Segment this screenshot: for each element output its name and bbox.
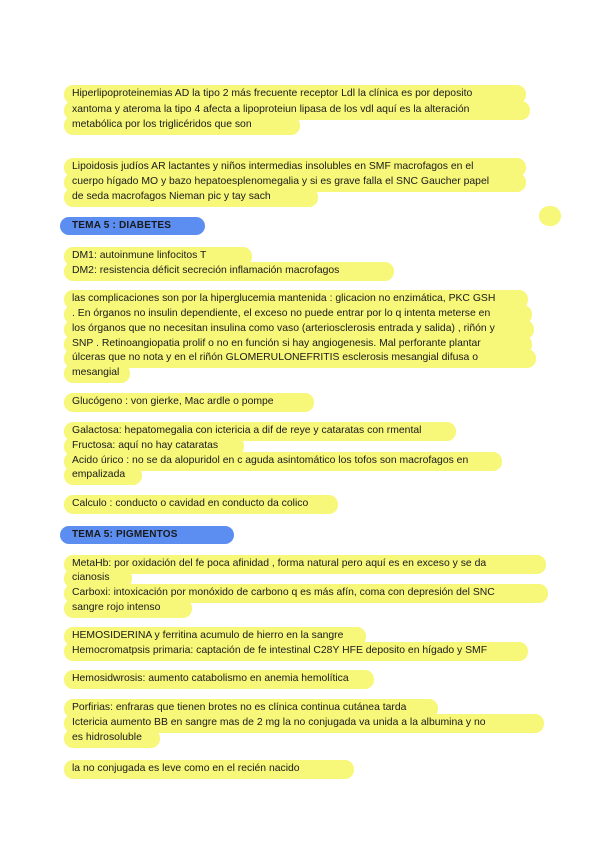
text-line: sangre rojo intenso: [72, 602, 161, 613]
text-line: empalizada: [72, 469, 126, 480]
text-line: Ictericia aumento BB en sangre mas de 2 mg la no conjugada va unida a la albumina y no: [72, 717, 486, 728]
text-line: xantoma y ateroma la tipo 4 afecta a lipoproteiun lipasa de los vdl aquí es la alteración: [72, 104, 470, 115]
text-line: Galactosa: hepatomegalia con ictericia a dif de reye y cataratas con rmental: [72, 425, 422, 436]
text-line: Glucógeno : von gierke, Mac ardle o pompe: [72, 396, 274, 407]
text-line: los órganos que no necesitan insulina como vaso (arteriosclerosis entrada y salida) , riñón y: [72, 323, 495, 334]
text-line: HEMOSIDERINA y ferritina acumulo de hierro en la sangre: [72, 630, 344, 641]
text-line: Fructosa: aquí no hay cataratas: [72, 440, 219, 451]
text-line: MetaHb: por oxidación del fe poca afinidad , forma natural pero aquí es en exceso y se da: [72, 558, 487, 569]
section-heading-pigmentos: TEMA 5: PIGMENTOS: [72, 529, 178, 540]
text-line: Acido úrico : no se da alopuridol en c aguda asintomático los tofos son macrofagos en: [72, 455, 469, 466]
text-line: la no conjugada es leve como en el recién nacido: [72, 763, 300, 774]
text-line: cianosis: [72, 572, 110, 583]
text-line: mesangial: [72, 367, 120, 378]
text-line: cuerpo hígado MO y bazo hepatoesplenomegalia y si es grave falla el SNC Gaucher papel: [72, 176, 490, 187]
text-line: Calculo : conducto o cavidad en conducto da colico: [72, 498, 309, 509]
text-line: Hemosidwrosis: aumento catabolismo en anemia hemolítica: [72, 673, 349, 684]
text-line: DM1: autoinmune linfocitos T: [72, 250, 207, 261]
section-heading-diabetes: TEMA 5 : DIABETES: [72, 220, 172, 231]
text-line: es hidrosoluble: [72, 732, 142, 743]
text-line: Hemocromatpsis primaria: captación de fe intestinal C28Y HFE deposito en hígado y SMF: [72, 645, 488, 656]
text-line: Hiperlipoproteinemias AD la tipo 2 más frecuente receptor Ldl la clínica es por deposito: [72, 88, 473, 99]
text-line: úlceras que no nota y en el riñón GLOMERULONEFRITIS esclerosis mesangial difusa o: [72, 352, 478, 363]
text-line: las complicaciones son por la hiperglucemia mantenida : glicacion no enzimática, PKC GSH: [72, 293, 496, 304]
text-line: . En órganos no insulin dependiente, el exceso no puede entrar por lo q intenta meterse en: [72, 308, 491, 319]
text-line: metabólica por los triglicéridos que son: [72, 119, 252, 130]
text-line: SNP . Retinoangiopatia prolif o no en función si hay angiogenesis. Mal perforante plantar: [72, 338, 481, 349]
text-line: Porfirias: enfraras que tienen brotes no es clínica continua cutánea tarda: [72, 702, 407, 713]
text-line: de seda macrofagos Nieman pic y tay sach: [72, 191, 271, 202]
text-line: DM2: resistencia déficit secreción inflamación macrofagos: [72, 265, 340, 276]
text-line: Lipoidosis judíos AR lactantes y niños intermedias insolubles en SMF macrofagos en el: [72, 161, 474, 172]
text-line: Carboxi: intoxicación por monóxido de carbono q es más afín, coma con depresión del SNC: [72, 587, 495, 598]
